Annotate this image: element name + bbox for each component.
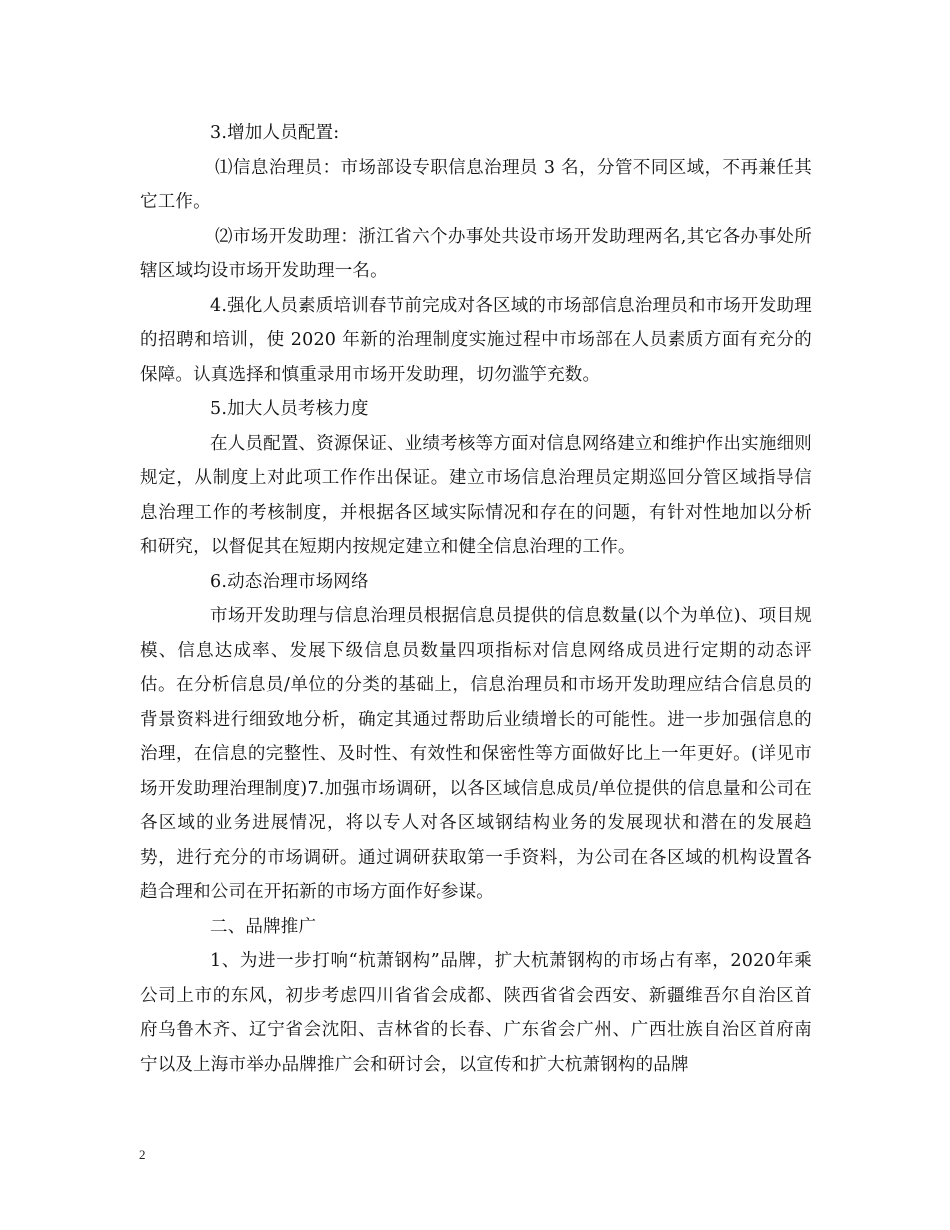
paragraph-network-body: 市场开发助理与信息治理员根据信息员提供的信息数量(以个为单位)、项目规模、信息达成率、发展下级信息员数量四项指标对信息网络成员进行定期的动态评估。在分析信息员/单位的分类的基础上，信息治理员和市场开发助理应结合信息员的背景资料进行细致地分析，确定其通过帮助后业绩增长的可能性。进一步加强信息的治理，在信息的完整性、及时性、有效性和保密性等方面做好比上一年更好。(详见市场开发助理治理制度)7.加强市场调研，以各区域信息成员/单位提供的信息量和公司在各区域的业务进展情况，将以专人对各区域钢结构业务的发展现状和潜在的发展趋势，进行充分的市场调研。通过调研获取第一手资料，为公司在各区域的机构设置各趋合理和公司在开拓新的市场方面作好参谋。 <box>140 606 812 902</box>
paragraph-heading-brand: 二、品牌推广 <box>210 916 317 937</box>
paragraph-training: 4.强化人员素质培训春节前完成对各区域的市场部信息治理员和市场开发助理的招聘和培训，使 2020 年新的治理制度实施过程中市场部在人员素质方面有充分的保障。认真选择和慎重录用市场开发助理，切勿滥竽充数。 <box>140 295 812 385</box>
paragraph-heading-network: 6.动态治理市场网络 <box>210 571 369 592</box>
paragraph-market-assistant: ⑵市场开发助理：浙江省六个办事处共设市场开发助理两名,其它各办事处所辖区域均设市场开发助理一名。 <box>140 226 812 281</box>
paragraph-heading-assessment: 5.加大人员考核力度 <box>210 399 369 419</box>
page-number: 2 <box>139 1147 146 1162</box>
paragraph-brand-body: 1、为进一步打响“杭萧钢构”品牌，扩大杭萧钢构的市场占有率，2020年乘公司上市的东风，初步考虑四川省省会成都、陕西省省会西安、新疆维吾尔自治区首府乌鲁木齐、辽宁省会沈阳、吉林省的长春、广东省会广州、广西壮族自治区首府南宁以及上海市举办品牌推广会和研讨会，以宣传和扩大杭萧钢构的品牌 <box>140 951 812 1075</box>
paragraph-assessment-body: 在人员配置、资源保证、业绩考核等方面对信息网络建立和维护作出实施细则规定，从制度上对此项工作作出保证。建立市场信息治理员定期巡回分管区域指导信息治理工作的考核制度，并根据各区域实际情况和存在的问题，有针对性地加以分析和研究，以督促其在短期内按规定建立和健全信息治理的工作。 <box>140 433 812 557</box>
paragraph-info-manager: ⑴信息治理员：市场部设专职信息治理员 3 名，分管不同区域，不再兼任其它工作。 <box>140 157 812 212</box>
paragraph-heading-staffing: 3.增加人员配置: <box>210 123 340 143</box>
document-body <box>140 116 812 1082</box>
